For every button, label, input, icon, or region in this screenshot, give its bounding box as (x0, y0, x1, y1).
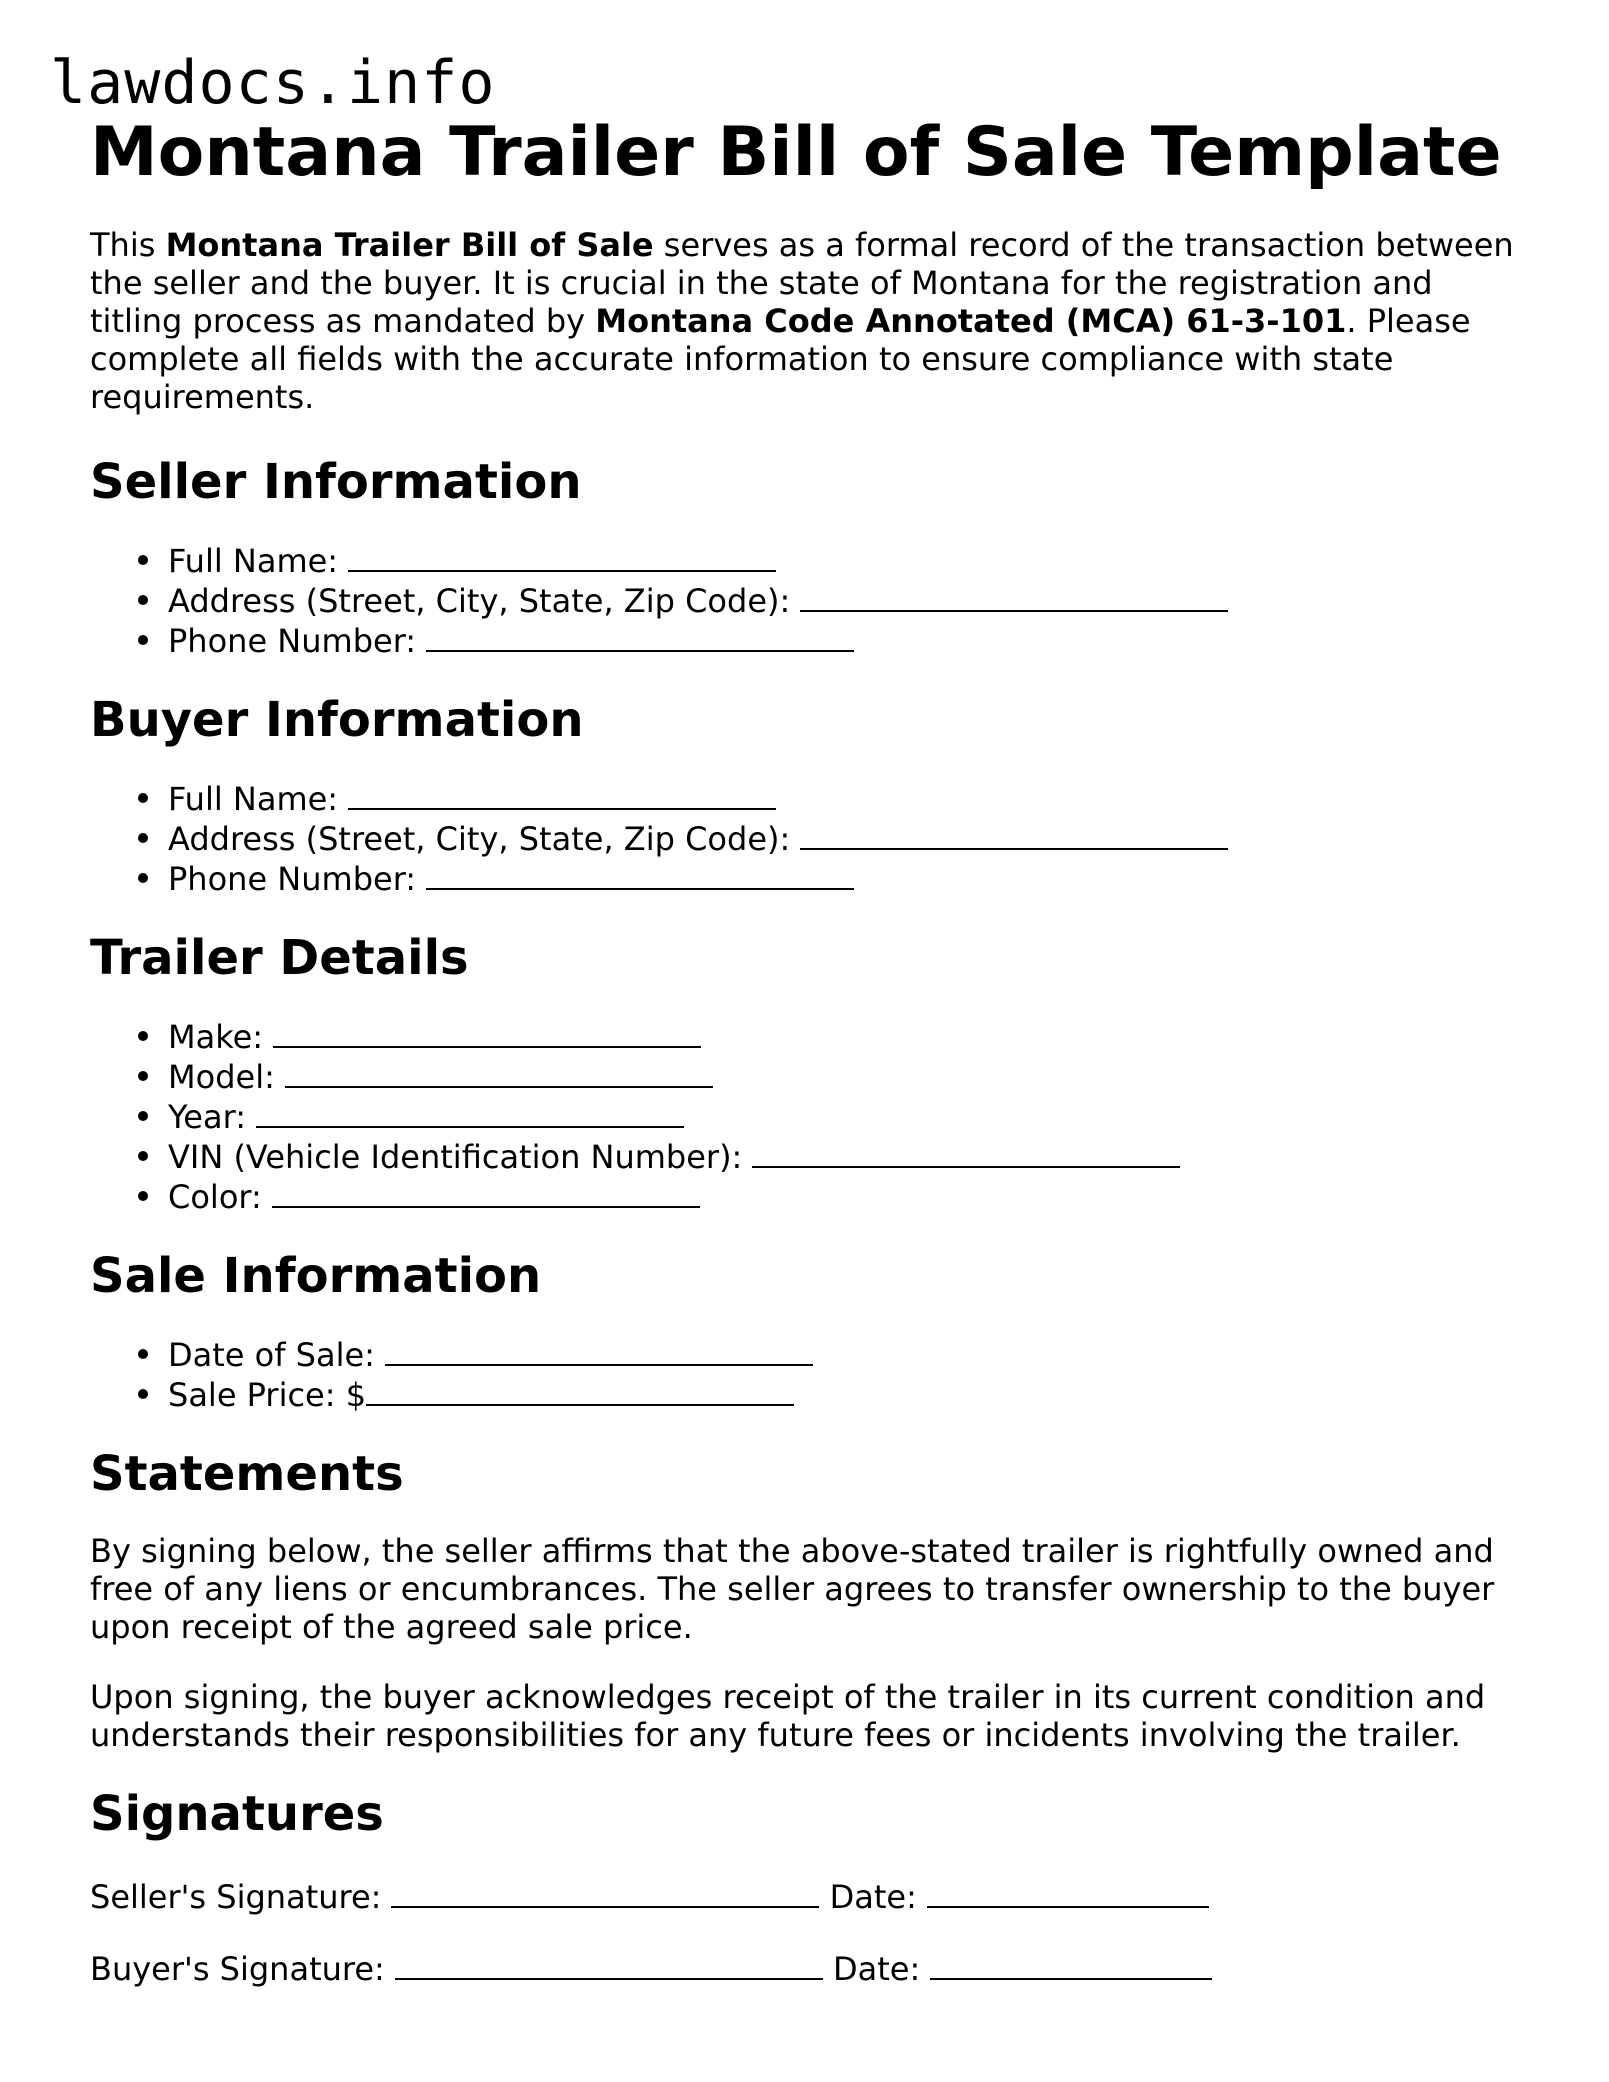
sale-price-blank[interactable] (366, 1374, 794, 1406)
seller-statement: By signing below, the seller affirms that the above-stated trailer is rightfully owned and free of any liens or encumbrances. The seller agrees to transfer ownership to the buyer upon receipt of the agreed sale price. (90, 1532, 1495, 1646)
trailer-year-blank[interactable] (256, 1096, 684, 1128)
trailer-color-label: Color: (168, 1178, 262, 1216)
seller-signature-label: Seller's Signature: (90, 1878, 382, 1916)
list-item (168, 580, 1530, 620)
sale-date-label: Date of Sale: (168, 1336, 375, 1374)
trailer-vin-blank[interactable] (752, 1136, 1180, 1168)
intro-bold-form-name: Montana Trailer Bill of Sale (165, 226, 654, 264)
intro-text: serves as a formal record of the transaction between the seller and the buyer. It is crucial in the state of Montana for the registration and titling process as mandated by (90, 226, 1514, 340)
buyer-signature-label: Buyer's Signature: (90, 1950, 385, 1988)
sale-date-blank[interactable] (385, 1334, 813, 1366)
buyer-phone-blank[interactable] (426, 858, 854, 890)
seller-address-blank[interactable] (800, 580, 1228, 612)
trailer-field-list (90, 1016, 1530, 1216)
buyer-phone-label: Phone Number: (168, 860, 417, 898)
buyer-date-blank[interactable] (930, 1948, 1212, 1980)
buyer-statement: Upon signing, the buyer acknowledges receipt of the trailer in its current condition and understands their responsibilities for any future fees or incidents involving the trailer. (90, 1678, 1486, 1754)
list-item (168, 1334, 1530, 1374)
seller-signature-line (90, 1876, 1530, 1916)
intro-text: This (90, 226, 166, 264)
list-item (168, 1374, 1530, 1414)
trailer-color-blank[interactable] (272, 1176, 700, 1208)
watermark: lawdocs.info (50, 48, 496, 118)
list-item (168, 620, 1530, 660)
seller-date-blank[interactable] (927, 1876, 1209, 1908)
seller-date-label: Date: (829, 1878, 917, 1916)
page-title: Montana Trailer Bill of Sale Template (90, 113, 1502, 192)
document (90, 110, 1530, 1988)
seller-signature-blank[interactable] (391, 1876, 819, 1908)
buyer-signature-line (90, 1948, 1530, 1988)
buyer-full-name-label: Full Name: (168, 780, 339, 818)
signatures-heading: Signatures (90, 1786, 384, 1842)
list-item (168, 540, 1530, 580)
buyer-date-label: Date: (832, 1950, 921, 1988)
seller-phone-label: Phone Number: (168, 622, 417, 660)
buyer-address-label: Address (Street, City, State, Zip Code): (168, 820, 791, 858)
seller-full-name-blank[interactable] (348, 540, 776, 572)
statements-heading: Statements (90, 1446, 404, 1502)
buyer-signature-blank[interactable] (395, 1948, 823, 1980)
buyer-address-blank[interactable] (800, 818, 1228, 850)
trailer-make-label: Make: (168, 1018, 264, 1056)
seller-field-list (90, 540, 1530, 660)
intro-bold-statute: Montana Code Annotated (MCA) 61-3-101 (595, 302, 1347, 340)
sale-field-list (90, 1334, 1530, 1414)
sale-heading: Sale Information (90, 1248, 542, 1304)
seller-address-label: Address (Street, City, State, Zip Code): (168, 582, 791, 620)
trailer-year-label: Year: (168, 1098, 246, 1136)
list-item (168, 778, 1530, 818)
seller-phone-blank[interactable] (426, 620, 854, 652)
list-item (168, 1096, 1530, 1136)
intro-text: . Please complete all fields with the accurate information to ensure compliance with state requirements. (90, 302, 1471, 416)
buyer-full-name-blank[interactable] (348, 778, 776, 810)
intro-paragraph (90, 226, 1530, 416)
buyer-field-list (90, 778, 1530, 898)
list-item (168, 1056, 1530, 1096)
trailer-model-blank[interactable] (285, 1056, 713, 1088)
list-item (168, 858, 1530, 898)
trailer-make-blank[interactable] (273, 1016, 701, 1048)
list-item (168, 1136, 1530, 1176)
trailer-vin-label: VIN (Vehicle Identification Number): (168, 1138, 743, 1176)
buyer-heading: Buyer Information (90, 692, 584, 748)
list-item (168, 1016, 1530, 1056)
trailer-heading: Trailer Details (90, 930, 469, 986)
list-item (168, 818, 1530, 858)
seller-heading: Seller Information (90, 454, 582, 510)
sale-price-label: Sale Price: $ (168, 1376, 367, 1414)
list-item (168, 1176, 1530, 1216)
trailer-model-label: Model: (168, 1058, 275, 1096)
seller-full-name-label: Full Name: (168, 542, 339, 580)
